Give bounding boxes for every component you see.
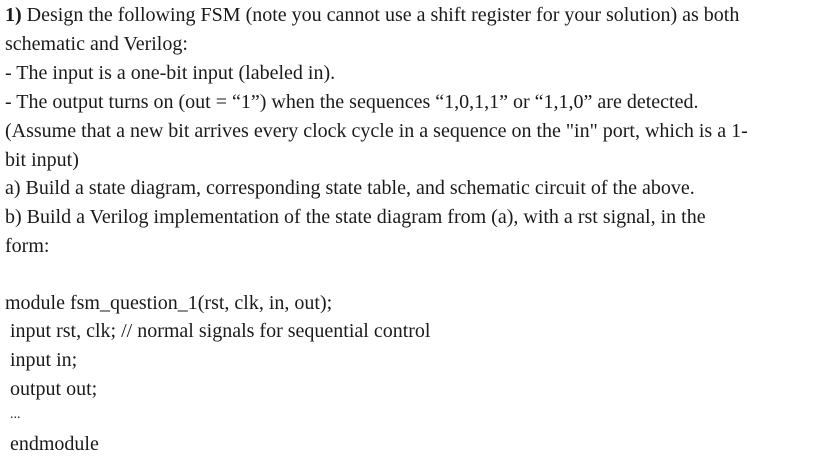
part-b-text: b) Build a Verilog implementation of the state diagram from (a), with a rst signal, in the [5, 206, 706, 228]
question-line-1-text: Design the following FSM (note you cannot use a shift register for your solution) as both [21, 4, 740, 26]
part-a-text: a) Build a state diagram, corresponding state table, and schematic circuit of the above. [5, 177, 695, 199]
assumption-line-2: bit input) [5, 149, 79, 171]
bullet-output-description: - The output turns on (out = “1”) when the sequences “1,0,1,1” or “1,1,0” are detected. [5, 91, 699, 113]
question-number: 1) [5, 4, 22, 26]
code-input-rst-clk: input rst, clk; // normal signals for sequential control [10, 320, 431, 342]
code-ellipsis: ... [10, 407, 21, 422]
code-output-out: output out; [10, 378, 98, 400]
code-input-in: input in; [10, 349, 78, 371]
bullet-input-description: - The input is a one-bit input (labeled in). [5, 62, 336, 84]
question-line-2: schematic and Verilog: [5, 33, 188, 55]
part-b-form-text: form: [5, 235, 50, 257]
code-endmodule: endmodule [10, 433, 99, 455]
assumption-line-1: (Assume that a new bit arrives every clock cycle in a sequence on the "in" port, which is a 1- [5, 120, 748, 142]
code-module-line: module fsm_question_1(rst, clk, in, out); [5, 292, 333, 314]
question-line-1 [5, 1, 739, 29]
